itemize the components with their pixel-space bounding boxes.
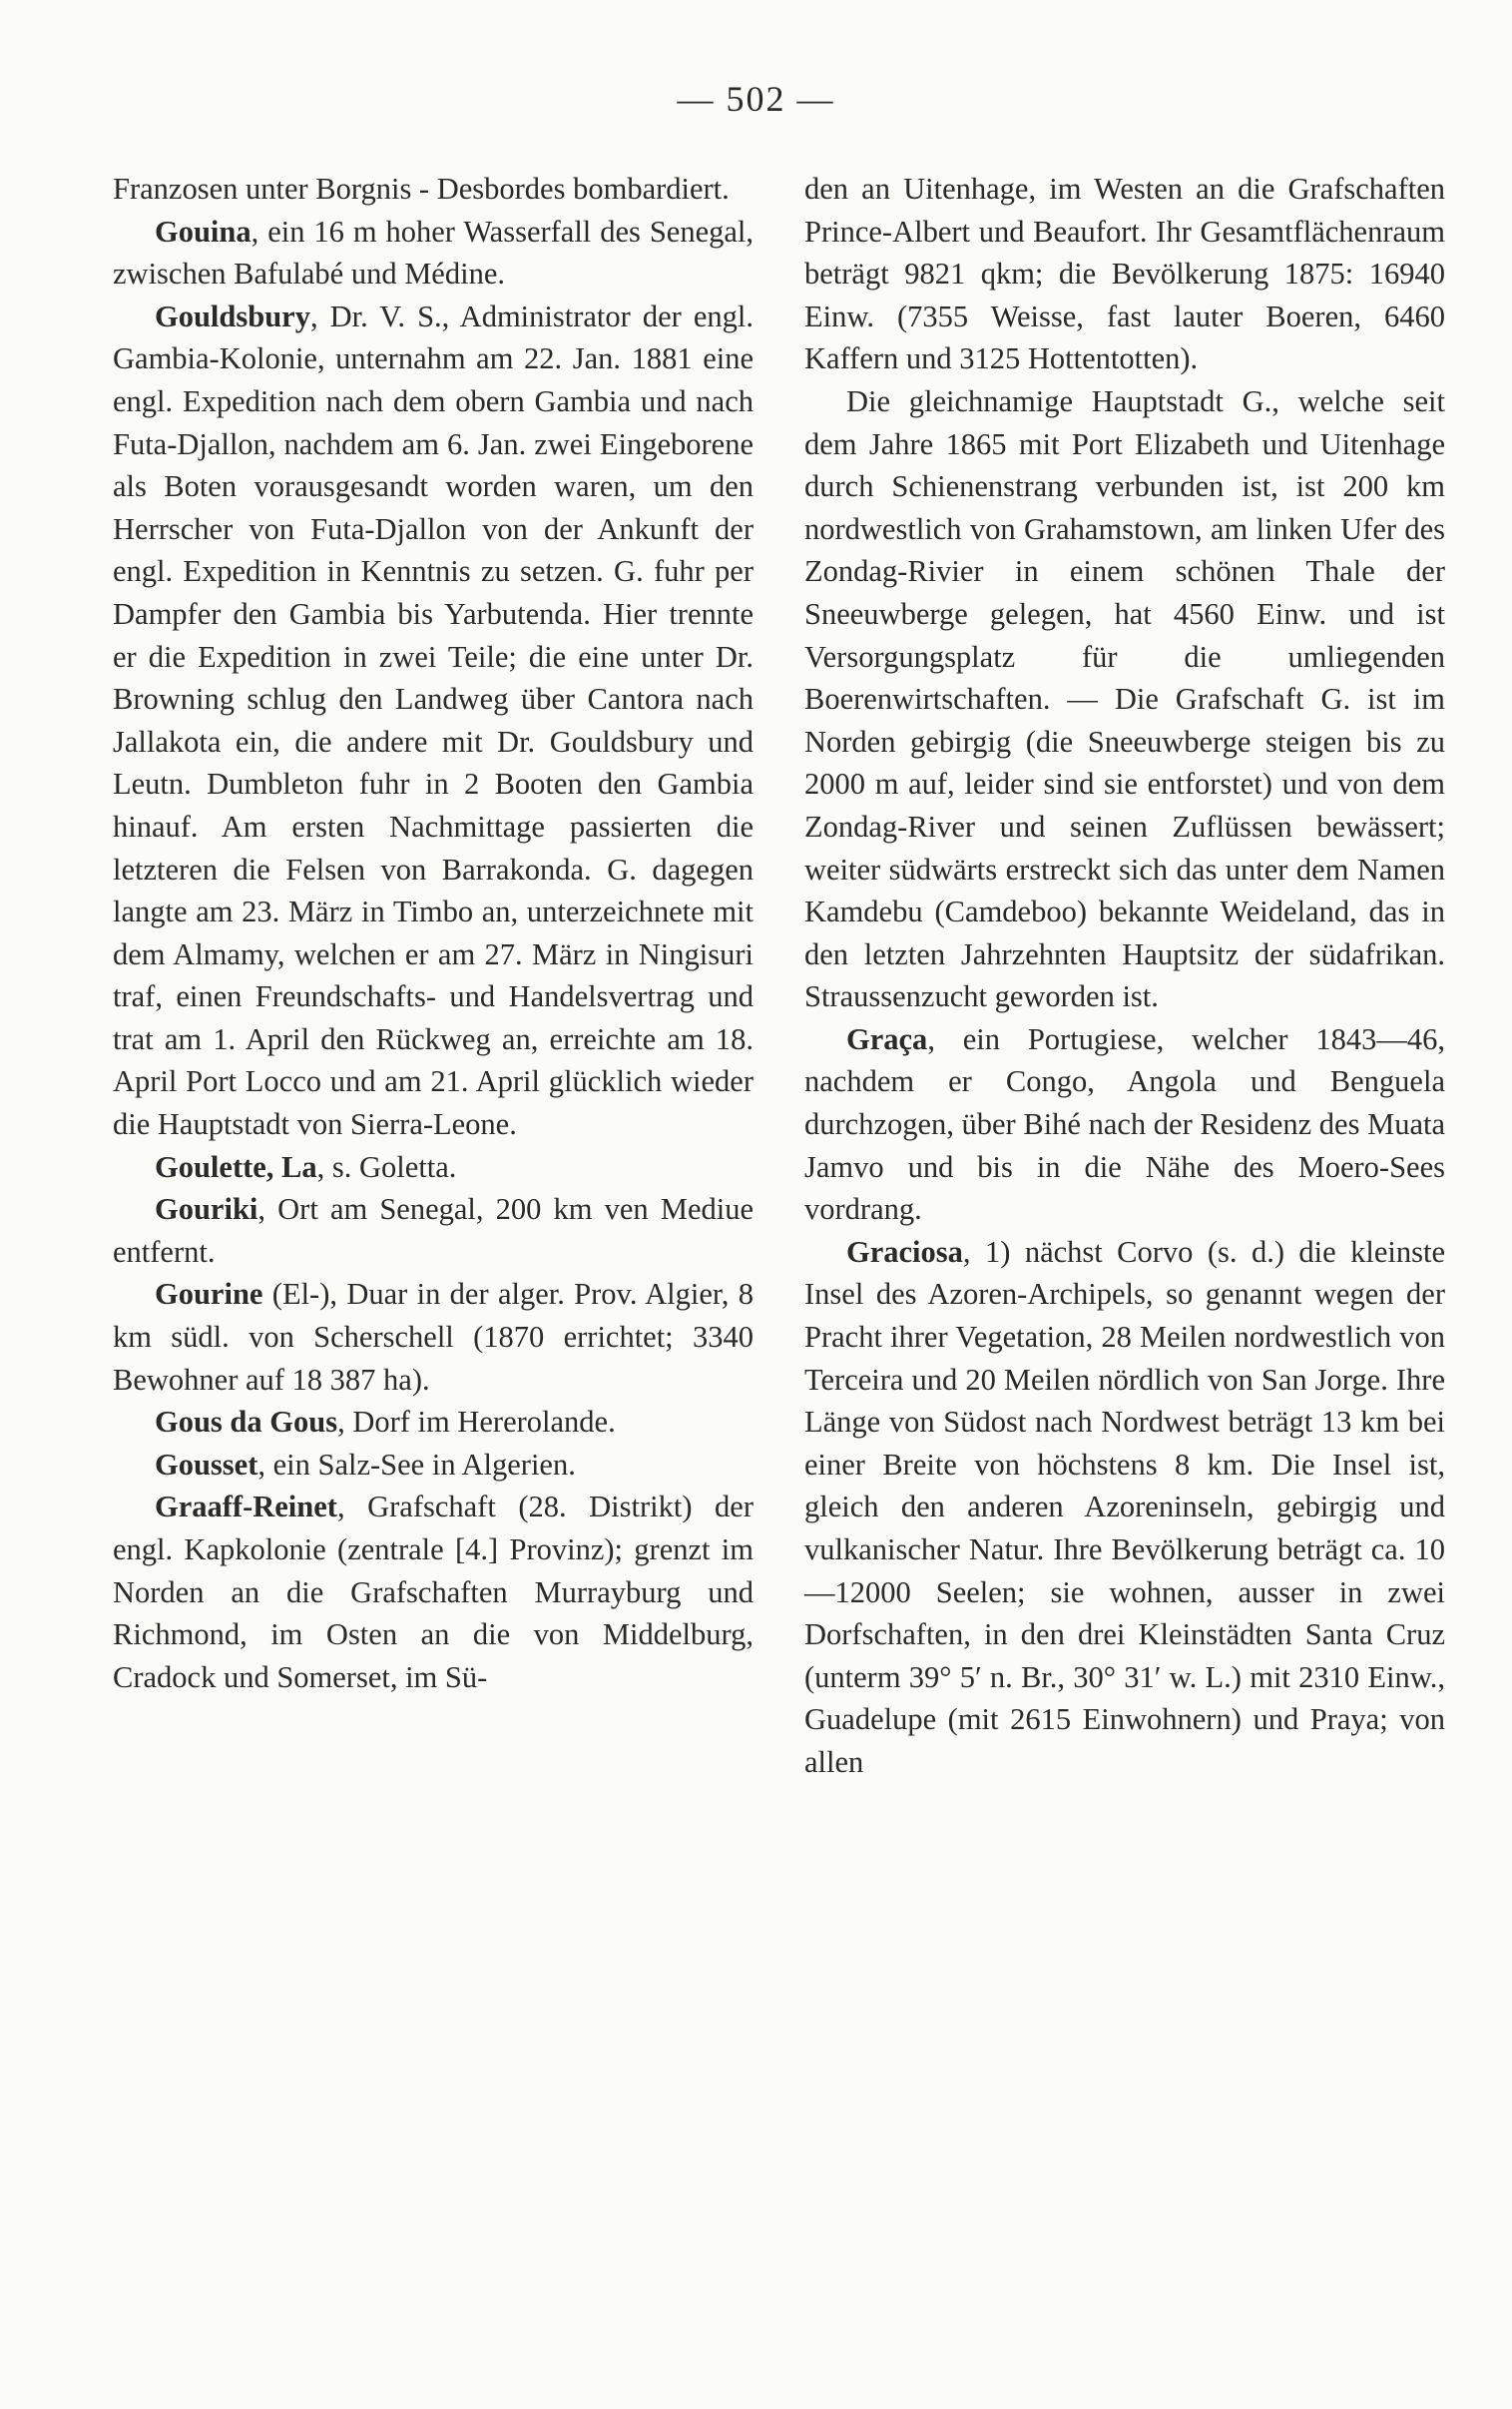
right-column (804, 168, 1445, 1784)
entry-text: Franzosen unter Borgnis - Desbordes bombardiert. (113, 172, 730, 206)
entry-gouldsbury (113, 296, 754, 1146)
entry-graciosa (804, 1231, 1445, 1784)
entry-headword: Gourine (155, 1277, 263, 1312)
page-number: — 502 — (677, 79, 835, 119)
entry-headword: Gouldsbury (155, 299, 310, 333)
entry-gouriki (113, 1188, 754, 1273)
left-column (113, 168, 754, 1698)
entry-headword: Gous da Gous (155, 1405, 338, 1440)
entry-headword: Gouina (155, 214, 252, 249)
entry-gousset (113, 1444, 754, 1487)
entry-graca (804, 1018, 1445, 1231)
entry-text: , s. Goletta. (316, 1149, 457, 1184)
entry-text: , ein Salz-See in Algerien. (257, 1447, 576, 1482)
entry-text: den an Uitenhage, im Westen an die Grafschaften Prince-Albert und Beaufort. Ihr Gesamtflächenraum beträgt 9821 qkm; die Bevölkerung 1875: 16940 Einw. (7355 Weisse, fast lauter Boeren, 6460 Kaffern und 3125 Hottentotten). (804, 172, 1445, 376)
entry-gouina (113, 211, 754, 296)
entry-text: , Dorf im Hererolande. (337, 1405, 616, 1440)
entry-text: , ein Portugiese, welcher 1843—46, nachdem er Congo, Angola und Benguela durchzogen, über Bihé nach der Residenz des Muata Jamvo und bis in die Nähe des Moero-Sees vordrang. (804, 1021, 1445, 1227)
entry-text: , ein 16 m hoher Wasserfall des Senegal, zwischen Bafulabé und Médine. (113, 214, 754, 292)
entry-gous-da-gous (113, 1401, 754, 1444)
entry-headword: Goulette, La (155, 1149, 317, 1184)
entry-headword: Graciosa (846, 1234, 963, 1269)
entry-text: (El-), Duar in der alger. Prov. Algier, 8 km südl. von Scherschell (1870 errichtet; 3340 Bewohner auf 18 387 ha). (113, 1277, 754, 1397)
entry-text: Die gleichnamige Hauptstadt G., welche seit dem Jahre 1865 mit Port Elizabeth und Uitenhage durch Schienenstrang verbunden ist, ist 200 km nordwestlich von Grahamstown, am linken Ufer des Zondag-Rivier in einem schönen Thale der Sneeuwberge gelegen, hat 4560 Einw. und ist Versorgungsplatz für die umliegenden Boerenwirtschaften. — Die Grafschaft G. ist im Norden gebirgig (die Sneeuwberge steigen bis zu 2000 m auf, leider sind sie entforstet) und von dem Zondag-River und seinen Zuflüssen bewässert; weiter südwärts erstreckt sich das unter dem Namen Kamdebu (Camdeboo) bekannte Weideland, das in den letzten Jahrzehnten Hauptsitz der südafrikan. Straussenzucht geworden ist. (804, 383, 1445, 1014)
paragraph-hauptstadt (804, 380, 1445, 1018)
entry-goulette (113, 1146, 754, 1189)
entry-text: , 1) nächst Corvo (s. d.) die kleinste Insel des Azoren-Archipels, so genannt wegen der Pracht ihrer Vegetation, 28 Meilen nordwestlich von Terceira und 20 Meilen nördlich von San Jorge. Ihre Länge von Südost nach Nordwest beträgt 13 km bei einer Breite von höchstens 8 km. Die Insel ist, gleich den anderen Azoreninseln, gebirgig und vulkanischer Natur. Ihre Bevölkerung beträgt ca. 10—12000 Seelen; sie wohnen, ausser in zwei Dorfschaften, in den drei Kleinstädten Santa Cruz (unterm 39° 5′ n. Br., 30° 31′ w. L.) mit 2310 Einw., Guadelupe (mit 2615 Einwohnern) und Praya; von allen (804, 1234, 1445, 1779)
entry-headword: Gousset (155, 1447, 258, 1482)
entry-headword: Gouriki (155, 1192, 258, 1227)
entry-headword: Graça (846, 1021, 928, 1056)
entry-franzosen-continuation (113, 168, 754, 211)
entry-text: , Grafschaft (28. Distrikt) der engl. Kapkolonie (zentrale [4.] Provinz); grenzt im Norden an die Grafschaften Murrayburg und Richmond, im Osten an die von Middelburg, Cradock und Somerset, im Sü- (113, 1490, 754, 1694)
entry-text: , Dr. V. S., Administrator der engl. Gambia-Kolonie, unternahm am 22. Jan. 1881 eine engl. Expedition nach dem obern Gambia und nach Futa-Djallon, nachdem am 6. Jan. zwei Eingeborene als Boten vorausgesandt worden waren, um den Herrscher von Futa-Djallon von der Ankunft der engl. Expedition in Kenntnis zu setzen. G. fuhr per Dampfer den Gambia bis Yarbutenda. Hier trennte er die Expedition in zwei Teile; die eine unter Dr. Browning schlug den Landweg über Cantora nach Jallakota ein, die andere mit Dr. Gouldsbury und Leutn. Dumbleton fuhr in 2 Booten den Gambia hinauf. Am ersten Nachmittage passierten die letzteren die Felsen von Barrakonda. G. dagegen langte am 23. März in Timbo an, unterzeichnete mit dem Almamy, welchen er am 27. März in Ningisuri traf, einen Freundschafts- und Handelsvertrag und trat am 1. April den Rückweg an, erreichte am 18. April Port Locco und am 21. April glücklich wieder die Hauptstadt von Sierra-Leone. (113, 299, 754, 1142)
entry-graaff-reinet (113, 1486, 754, 1698)
entry-text: , Ort am Senegal, 200 km ven Mediue entfernt. (113, 1192, 754, 1269)
entry-headword: Graaff-Reinet (155, 1490, 337, 1524)
entry-gourine (113, 1273, 754, 1401)
entry-graaff-reinet-continuation (804, 168, 1445, 380)
